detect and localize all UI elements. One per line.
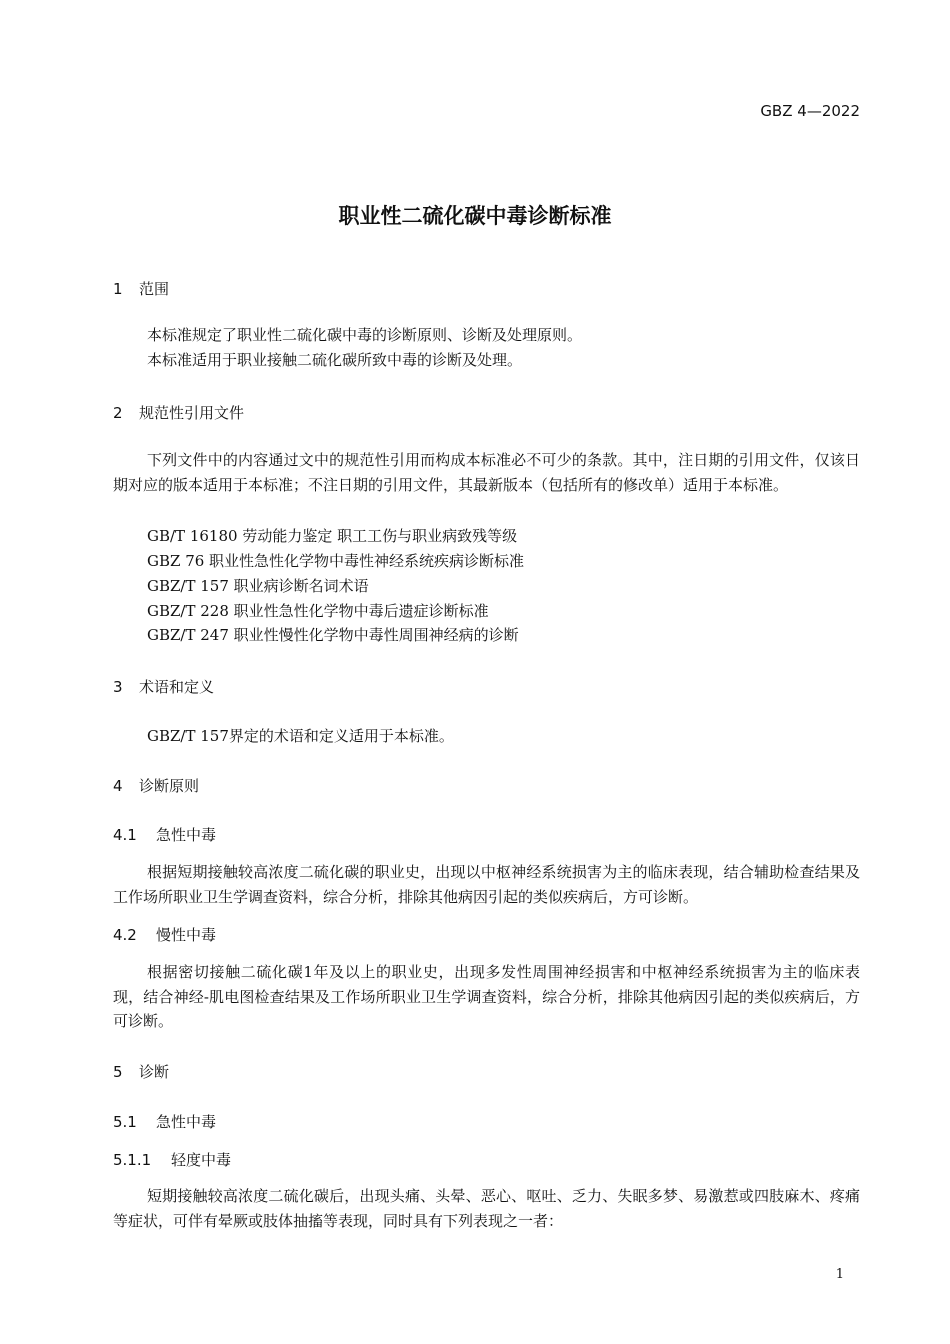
section-4-heading bbox=[113, 775, 199, 796]
section-number: 4.2 bbox=[113, 926, 137, 944]
section-5-1-1-body bbox=[113, 1184, 860, 1233]
section-number: 3 bbox=[113, 678, 123, 696]
section-number: 5.1.1 bbox=[113, 1151, 152, 1169]
section-title: 急性中毒 bbox=[156, 826, 217, 844]
reference-item: GBZ/T 157 职业病诊断名词术语 bbox=[147, 577, 369, 595]
section-title: 轻度中毒 bbox=[171, 1151, 232, 1169]
reference-item: GBZ/T 228 职业性急性化学物中毒后遗症诊断标准 bbox=[147, 602, 489, 620]
section-4-1-heading bbox=[113, 824, 216, 845]
section-title: 急性中毒 bbox=[156, 1113, 217, 1131]
reference-item: GB/T 16180 劳动能力鉴定 职工工伤与职业病致残等级 bbox=[147, 527, 518, 545]
paragraph: 根据短期接触较高浓度二硫化碳的职业史，出现以中枢神经系统损害为主的临床表现，结合辅助检查结果及工作场所职业卫生学调查资料，综合分析，排除其他病因引起的类似疾病后，方可诊断。 bbox=[113, 863, 860, 906]
section-5-1-1-heading bbox=[113, 1149, 231, 1170]
section-number: 5.1 bbox=[113, 1113, 137, 1131]
section-5-heading bbox=[113, 1061, 169, 1082]
section-number: 5 bbox=[113, 1063, 123, 1081]
paragraph: 本标准适用于职业接触二硫化碳所致中毒的诊断及处理。 bbox=[147, 350, 523, 369]
paragraph: 下列文件中的内容通过文中的规范性引用而构成本标准必不可少的条款。其中，注日期的引用文件，仅该日期对应的版本适用于本标准；不注日期的引用文件，其最新版本（包括所有的修改单）适用于本标准。 bbox=[113, 451, 860, 494]
section-number: 4.1 bbox=[113, 826, 137, 844]
section-title: 范围 bbox=[139, 280, 170, 298]
section-title: 诊断 bbox=[139, 1063, 170, 1081]
section-1-heading bbox=[113, 278, 169, 299]
section-5-1-heading bbox=[113, 1111, 216, 1132]
section-4-1-body bbox=[113, 860, 860, 909]
standard-code: GBZ 4—2022 bbox=[760, 102, 860, 120]
reference-item: GBZ 76 职业性急性化学物中毒性神经系统疾病诊断标准 bbox=[147, 552, 525, 570]
paragraph: 根据密切接触二硫化碳1年及以上的职业史，出现多发性周围神经损害和中枢神经系统损害为主的临床表现，结合神经-肌电图检查结果及工作场所职业卫生学调查资料，综合分析，排除其他病因引起的类似疾病后，方可诊断。 bbox=[113, 963, 860, 1030]
paragraph: 短期接触较高浓度二硫化碳后，出现头痛、头晕、恶心、呕吐、乏力、失眠多梦、易激惹或四肢麻木、疼痛等症状，可伴有晕厥或肢体抽搐等表现，同时具有下列表现之一者： bbox=[113, 1187, 860, 1230]
section-3-heading bbox=[113, 676, 214, 697]
section-title: 术语和定义 bbox=[139, 678, 215, 696]
section-2-intro bbox=[113, 448, 860, 497]
page-number: 1 bbox=[835, 1267, 844, 1282]
reference-item: GBZ/T 247 职业性慢性化学物中毒性周围神经病的诊断 bbox=[147, 626, 519, 644]
section-title: 规范性引用文件 bbox=[139, 404, 245, 422]
section-title: 诊断原则 bbox=[139, 777, 200, 795]
section-4-2-heading bbox=[113, 924, 216, 945]
section-number: 1 bbox=[113, 280, 123, 298]
section-number: 4 bbox=[113, 777, 123, 795]
paragraph: 本标准规定了职业性二硫化碳中毒的诊断原则、诊断及处理原则。 bbox=[147, 326, 583, 344]
section-2-heading bbox=[113, 402, 244, 423]
section-title: 慢性中毒 bbox=[156, 926, 217, 944]
section-number: 2 bbox=[113, 404, 123, 422]
section-1-body bbox=[113, 323, 860, 372]
section-4-2-body bbox=[113, 960, 860, 1034]
document-title: 职业性二硫化碳中毒诊断标准 bbox=[338, 204, 612, 228]
paragraph: GBZ/T 157界定的术语和定义适用于本标准。 bbox=[147, 727, 454, 745]
